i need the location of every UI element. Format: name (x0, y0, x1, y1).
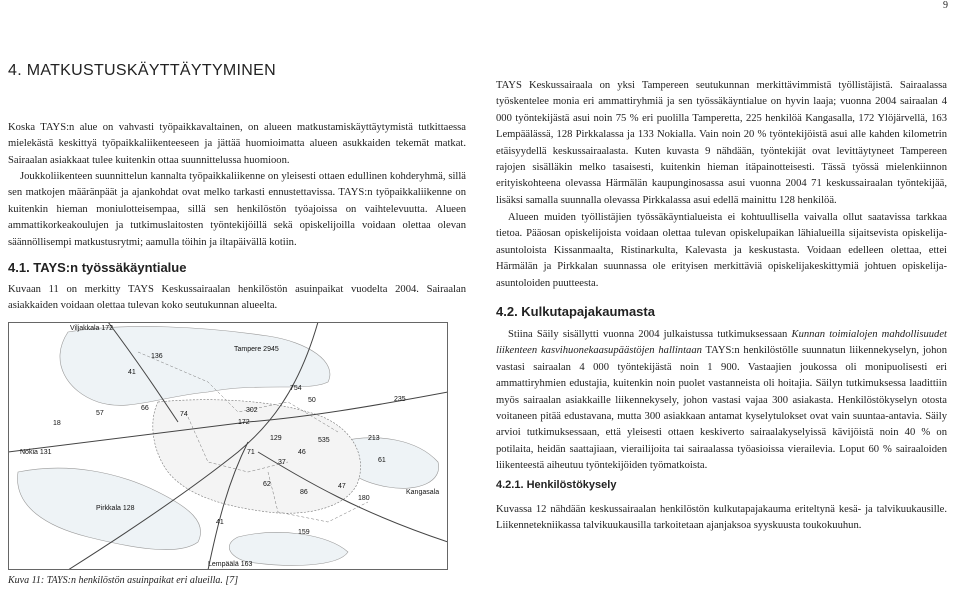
page-number: 9 (943, 0, 948, 11)
count-label: 74 (180, 411, 188, 418)
left-paragraph-1: Koska TAYS:n alue on vahvasti työpaikkavaltainen, on alueen matkustamiskäyttäytymistä tutkittaessa mielekästä keskittyä työpaikkaliikenteeseen ja jättää huomioimatta alueen asukkaiden tekemät matkat. Sairaalan asiakkaat tulee kuitenkin ottaa suunnittelussa huomioon. (8, 122, 466, 166)
count-label: 62 (263, 481, 271, 488)
count-label: 41 (128, 369, 136, 376)
figure-caption: Kuva 11: TAYS:n henkilöstön asuinpaikat eri alueilla. [7] (8, 575, 239, 586)
right-paragraph-2: Alueen muiden työllistäjien työssäkäyntialueista ei kohtuullisella vaivalla ollut saatavissa tarkkaa tietoa. Pääosan opiskelijoista voidaan olettaa tulevan opiskelupaikan lähialueilla sijaitsevista opiskelija-asuntoloista Kissanmaalta, Ristinarkulta, Kalevasta ja keskustasta. Voidaan edelleen olettaa, ettei Härmälän ja Pirkkalan suunnassa ole erityisen merkittäviä opiskelijakeskittymiä johtuen opiskelija-asuntoloiden puutteesta. (496, 212, 947, 289)
count-label: 37 (278, 459, 286, 466)
count-label: 535 (318, 437, 330, 444)
left-paragraph-2: Joukkoliikenteen suunnittelun kannalta työpaikkaliikenne on yleisesti ottaen edullinen kohderyhmä, sillä sen matkojen määränpäät ja ajankohdat ovat melko tarkasti ennustettavissa. TAYS:n työpaikkaliikenne on kuitenkin hieman moniulotteisempaa, sillä sen henkilöstön työajoissa on vaihtelevuutta. Alueen ammattikorkeakoulujen ja tutkimuslaitosten työntekijöillä sekä opiskelijoilla voidaan olettaa olevan säännöllisempi matkustusrytmi; aamulla töihin ja iltapäivällä kotiin. (8, 171, 466, 248)
right-paragraph-1: TAYS Keskussairaala on yksi Tampereen seutukunnan merkittävimmistä työllistäjistä. Sairaalassa työskentelee monia eri ammattiryhmiä ja sen työssäkäyntialue on hyvin laaja; vuonna 2004 sairaalan 4 000 työntekijästä asui noin 75 % eri puolilla Tamperetta, 225 henkilöä Kangasalla, 172 Ylöjärvellä, 163 Lempäälässä, 128 Pirkkalassa ja 133 Nokialla. Vain noin 20 % työntekijöistä asui alle kahden kilometrin etäisyydellä keskussairaalasta. Kuten kuvasta 9 nähdään, työntekijät ovat levittäytyneet Tampereen rajojen sisälläkin melko tasaisesti, kuitenkin hieman itäpainotteisesti. Tässä työssä mielenkiinnon erityiskohteena olevassa Härmälän kaupunginosassa asui vuonna 2004 71 keskussairaalan työntekijää, lisäksi samalla suunnalla olevassa Pirkkalassa asui edellä mainittu 128 henkilöä. (496, 80, 947, 206)
label-tampere: Tampere 2945 (234, 346, 279, 353)
section-heading-4-2: 4.2. Kulkutapajakaumasta (496, 304, 655, 319)
count-label: 172 (238, 419, 250, 426)
count-label: 57 (96, 410, 104, 417)
label-viljakkala: Viljakkala 172 (70, 325, 114, 332)
label-lempaala: Lempäälä 163 (208, 561, 253, 568)
label-kangasala: Kangasala (406, 489, 440, 496)
count-label: 71 (247, 449, 255, 456)
count-label: 50 (308, 397, 316, 404)
count-label: 136 (151, 353, 163, 360)
count-label: 18 (53, 420, 61, 427)
count-label: 180 (358, 495, 370, 502)
section-heading-4-2-1: 4.2.1. Henkilöstökysely (496, 479, 617, 491)
count-label: 86 (300, 489, 308, 496)
label-nokia: Nokia 131 (20, 449, 52, 456)
section-heading-4-1: 4.1. TAYS:n työssäkäyntialue (8, 260, 187, 275)
publication-title: Kunnan toimialojen mahdollisuudet liikenteen kasvihuonekaasupäästöjen hallintaan (496, 329, 947, 357)
right-paragraph-3 (496, 327, 947, 475)
chapter-heading: 4. MATKUSTUSKÄYTTÄYTYMINEN (8, 62, 276, 79)
label-pirkkala: Pirkkala 128 (96, 505, 135, 512)
count-label: 129 (270, 435, 282, 442)
count-label: 61 (378, 457, 386, 464)
count-label: 235 (394, 396, 406, 403)
count-label: 754 (290, 385, 302, 392)
count-label: 47 (338, 483, 346, 490)
count-label: 41 (216, 519, 224, 526)
count-label: 159 (298, 529, 310, 536)
para3-text-end: TAYS:n henkilöstölle suunnatun liikennekyselyn, johon vastasi sairaalan 4 000 työntekijästä noin 1 900. Vastaajien joukossa oli monipuolisesti eri ammattiryhmien edustajia, kuitenkin noin puolet vastanneista oli hoitajia. Säilyn tutkimuksessa laadittiin myös sairaalan asiakkaille liikennekysely, johon vastasi vajaa 300 asiakasta. Henkilöstökyselyn otosta voitaneen pitää edustavana, mutta 300 asiakkaan antamat kyselytulokset ovat vain suuntaa-antavia. Säily arvioi tutkimuksessaan, että yleisesti ottaen keskiverto sairaalakyselyissä kävijöistä noin 40 % on potilaita, heidän saattajiaan, vierailijoita tai sairaalassa työasioissa vierailevia. Loput 60 % sairaaloiden liikenteestä aiheutuu työntekijöiden työmatkoista. (496, 345, 947, 472)
count-label: 302 (246, 407, 258, 414)
count-label: 46 (298, 449, 306, 456)
residence-map (8, 322, 448, 570)
count-label: 66 (141, 405, 149, 412)
count-label: 213 (368, 435, 380, 442)
left-paragraph-3: Kuvaan 11 on merkitty TAYS Keskussairaalan henkilöstön asuinpaikat vuodelta 2004. Sairaalan asiakkaiden voidaan olettaa tulevan koko seutukunnan alueelta. (8, 284, 466, 312)
right-paragraph-4: Kuvassa 12 nähdään keskussairaalan henkilöstön kulkutapajakauma eriteltynä kesä- ja talvikuukausille. Liikennetekniikassa talvikuukausilla tarkoitetaan ajanjaksoa syyskuusta toukokuuhun. (496, 504, 947, 532)
para3-text-start: Stiina Säily sisällytti vuonna 2004 julkaistussa tutkimuksessaan (508, 329, 792, 340)
